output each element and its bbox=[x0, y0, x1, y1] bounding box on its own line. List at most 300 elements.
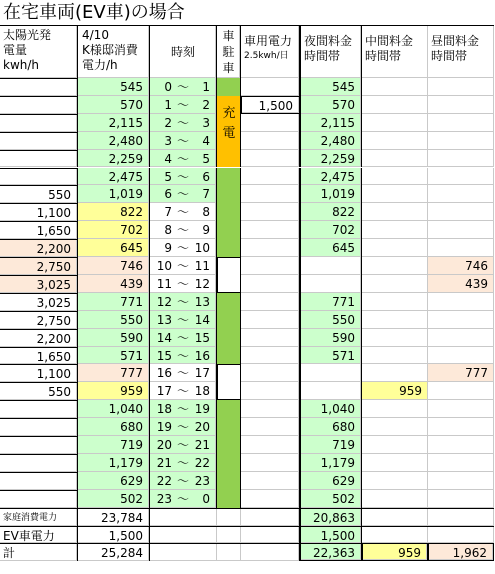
middle-cell[interactable] bbox=[362, 311, 428, 329]
middle-cell[interactable] bbox=[362, 203, 428, 221]
ev-cell[interactable] bbox=[241, 185, 300, 203]
parking-cell[interactable] bbox=[217, 382, 241, 400]
middle-cell[interactable] bbox=[362, 454, 428, 472]
day-cell[interactable] bbox=[428, 78, 494, 96]
header-line: 車 bbox=[222, 29, 235, 43]
time-tilde: ～ bbox=[177, 115, 190, 130]
time-from: 21 bbox=[156, 455, 172, 470]
time-cell[interactable] bbox=[150, 168, 217, 186]
consumption-cell[interactable]: 1,040 bbox=[77, 400, 150, 418]
day-cell[interactable] bbox=[428, 382, 494, 400]
ev-cell[interactable] bbox=[241, 418, 300, 436]
middle-cell[interactable] bbox=[362, 293, 428, 311]
time-cell[interactable] bbox=[150, 364, 217, 382]
ev-cell[interactable] bbox=[241, 382, 300, 400]
parking-cell[interactable] bbox=[217, 418, 241, 436]
header-day[interactable] bbox=[428, 25, 494, 78]
day-cell[interactable] bbox=[428, 114, 494, 132]
time-to: 16 bbox=[194, 348, 210, 363]
time-to: 9 bbox=[202, 223, 210, 238]
parking-cell[interactable] bbox=[217, 221, 241, 239]
time-tilde: ～ bbox=[177, 366, 190, 381]
time-from: 20 bbox=[156, 438, 172, 453]
night-cell[interactable] bbox=[300, 275, 362, 293]
consumption-cell[interactable]: 702 bbox=[77, 221, 150, 239]
day-cell[interactable] bbox=[428, 221, 494, 239]
charge-char: 充 bbox=[222, 105, 236, 121]
time-tilde: ～ bbox=[177, 348, 190, 363]
ev-cell[interactable] bbox=[241, 114, 300, 132]
time-cell[interactable] bbox=[150, 436, 217, 454]
middle-cell[interactable] bbox=[362, 78, 428, 96]
night-cell[interactable]: 702 bbox=[300, 221, 362, 239]
time-cell[interactable] bbox=[150, 185, 217, 203]
night-cell[interactable]: 771 bbox=[300, 293, 362, 311]
summary-day[interactable]: 1,962 bbox=[428, 543, 494, 561]
middle-cell[interactable] bbox=[362, 221, 428, 239]
ev-cell[interactable] bbox=[241, 472, 300, 490]
time-from: 19 bbox=[156, 420, 172, 435]
time-tilde: ～ bbox=[177, 223, 190, 238]
solar-cell[interactable]: 3,025 bbox=[0, 275, 77, 293]
day-cell[interactable]: 439 bbox=[428, 275, 494, 293]
header-line: kwh/h bbox=[3, 58, 40, 72]
time-from: 4 bbox=[164, 151, 172, 166]
summary-empty[interactable] bbox=[241, 526, 300, 544]
middle-cell[interactable] bbox=[362, 275, 428, 293]
time-tilde: ～ bbox=[177, 491, 190, 506]
summary-value[interactable]: 23,784 bbox=[77, 508, 150, 526]
ev-cell[interactable] bbox=[241, 293, 300, 311]
middle-cell[interactable] bbox=[362, 185, 428, 203]
summary-label[interactable]: EV車電力 bbox=[0, 526, 77, 544]
day-cell[interactable] bbox=[428, 472, 494, 490]
time-tilde: ～ bbox=[177, 187, 190, 202]
time-to: 22 bbox=[194, 455, 210, 470]
time-tilde: ～ bbox=[177, 384, 190, 399]
solar-cell[interactable] bbox=[0, 132, 77, 150]
time-from: 22 bbox=[156, 473, 172, 488]
day-cell[interactable] bbox=[428, 96, 494, 114]
time-cell[interactable] bbox=[150, 203, 217, 221]
day-cell[interactable]: 746 bbox=[428, 257, 494, 275]
day-cell[interactable] bbox=[428, 418, 494, 436]
time-to: 1 bbox=[202, 80, 210, 94]
solar-cell[interactable]: 1,650 bbox=[0, 347, 77, 365]
parking-cell[interactable] bbox=[217, 203, 241, 221]
solar-cell[interactable] bbox=[0, 168, 77, 186]
consumption-cell[interactable]: 545 bbox=[77, 78, 150, 96]
solar-cell[interactable] bbox=[0, 96, 77, 114]
night-cell[interactable]: 680 bbox=[300, 418, 362, 436]
time-to: 6 bbox=[202, 169, 210, 184]
time-tilde: ～ bbox=[177, 455, 190, 470]
solar-cell[interactable]: 550 bbox=[0, 185, 77, 203]
time-cell[interactable] bbox=[150, 400, 217, 418]
solar-cell[interactable] bbox=[0, 400, 77, 418]
time-to: 7 bbox=[202, 187, 210, 202]
parking-cell[interactable] bbox=[217, 364, 241, 382]
middle-cell[interactable] bbox=[362, 329, 428, 347]
consumption-cell[interactable]: 959 bbox=[77, 382, 150, 400]
solar-cell[interactable]: 2,750 bbox=[0, 311, 77, 329]
summary-empty[interactable] bbox=[150, 508, 217, 526]
time-tilde: ～ bbox=[177, 420, 190, 435]
ev-cell[interactable] bbox=[241, 347, 300, 365]
ev-cell[interactable] bbox=[241, 150, 300, 168]
ev-cell[interactable] bbox=[241, 221, 300, 239]
time-cell[interactable] bbox=[150, 454, 217, 472]
header-line: 電力/h bbox=[82, 58, 118, 72]
summary-label[interactable]: 計 bbox=[0, 543, 77, 561]
consumption-cell[interactable]: 629 bbox=[77, 472, 150, 490]
time-from: 23 bbox=[156, 491, 172, 506]
solar-cell[interactable] bbox=[0, 418, 77, 436]
header-parking[interactable] bbox=[217, 25, 241, 78]
parking-cell[interactable] bbox=[217, 490, 241, 508]
middle-cell[interactable] bbox=[362, 472, 428, 490]
summary-empty[interactable] bbox=[241, 508, 300, 526]
consumption-cell[interactable]: 571 bbox=[77, 347, 150, 365]
time-cell[interactable] bbox=[150, 382, 217, 400]
consumption-cell[interactable]: 822 bbox=[77, 203, 150, 221]
parking-cell[interactable] bbox=[217, 347, 241, 365]
middle-cell[interactable] bbox=[362, 490, 428, 508]
night-cell[interactable] bbox=[300, 364, 362, 382]
time-from: 5 bbox=[164, 169, 172, 184]
parking-cell[interactable] bbox=[217, 400, 241, 418]
night-cell[interactable]: 502 bbox=[300, 490, 362, 508]
middle-cell[interactable] bbox=[362, 418, 428, 436]
time-to: 17 bbox=[194, 366, 210, 381]
middle-cell[interactable] bbox=[362, 96, 428, 114]
time-from: 14 bbox=[156, 330, 172, 345]
summary-night[interactable]: 20,863 bbox=[300, 508, 362, 526]
parking-cell[interactable] bbox=[217, 257, 241, 275]
summary-value[interactable]: 25,284 bbox=[77, 543, 150, 561]
time-to: 21 bbox=[194, 438, 210, 453]
time-tilde: ～ bbox=[177, 438, 190, 453]
solar-cell[interactable]: 3,025 bbox=[0, 293, 77, 311]
day-cell[interactable] bbox=[428, 311, 494, 329]
night-cell[interactable]: 545 bbox=[300, 78, 362, 96]
summary-night[interactable]: 22,363 bbox=[300, 543, 362, 561]
time-to: 8 bbox=[202, 205, 210, 220]
ev-cell[interactable] bbox=[241, 329, 300, 347]
time-cell[interactable] bbox=[150, 490, 217, 508]
time-from: 2 bbox=[164, 115, 172, 130]
consumption-cell[interactable]: 719 bbox=[77, 436, 150, 454]
time-from: 10 bbox=[156, 259, 172, 274]
time-cell[interactable] bbox=[150, 275, 217, 293]
header-consumption[interactable] bbox=[77, 25, 150, 78]
solar-cell[interactable]: 1,650 bbox=[0, 221, 77, 239]
time-cell[interactable] bbox=[150, 96, 217, 114]
time-cell[interactable] bbox=[150, 132, 217, 150]
time-from: 0 bbox=[164, 80, 172, 94]
ev-cell[interactable] bbox=[241, 203, 300, 221]
consumption-cell[interactable]: 502 bbox=[77, 490, 150, 508]
solar-cell[interactable] bbox=[0, 490, 77, 508]
time-to: 3 bbox=[202, 115, 210, 130]
time-to: 4 bbox=[202, 133, 210, 148]
time-cell[interactable] bbox=[150, 239, 217, 257]
parking-cell[interactable] bbox=[217, 436, 241, 454]
solar-cell[interactable] bbox=[0, 78, 77, 96]
day-cell[interactable] bbox=[428, 132, 494, 150]
summary-empty[interactable] bbox=[150, 526, 217, 544]
middle-cell[interactable] bbox=[362, 364, 428, 382]
summary-label[interactable]: 家庭消費電力 bbox=[0, 508, 77, 526]
middle-cell[interactable] bbox=[362, 400, 428, 418]
time-cell[interactable] bbox=[150, 221, 217, 239]
parking-cell[interactable] bbox=[217, 78, 241, 96]
parking-cell[interactable] bbox=[217, 293, 241, 311]
summary-day[interactable] bbox=[428, 526, 494, 544]
parking-cell[interactable] bbox=[217, 311, 241, 329]
parking-cell[interactable] bbox=[217, 275, 241, 293]
time-to: 14 bbox=[194, 312, 210, 327]
night-cell[interactable]: 645 bbox=[300, 239, 362, 257]
charge-char: 電 bbox=[222, 125, 236, 141]
night-cell[interactable]: 2,480 bbox=[300, 132, 362, 150]
middle-cell[interactable] bbox=[362, 347, 428, 365]
consumption-cell[interactable]: 777 bbox=[77, 364, 150, 382]
ev-cell[interactable] bbox=[241, 239, 300, 257]
header-line: 車用電力 bbox=[244, 34, 293, 48]
header-line: K様邸消費 bbox=[82, 43, 138, 57]
header-line: 中間料金 bbox=[365, 34, 414, 48]
day-cell[interactable] bbox=[428, 400, 494, 418]
consumption-cell[interactable]: 2,475 bbox=[77, 168, 150, 186]
consumption-cell[interactable]: 2,115 bbox=[77, 114, 150, 132]
solar-cell[interactable]: 2,200 bbox=[0, 239, 77, 257]
middle-cell[interactable] bbox=[362, 436, 428, 454]
middle-cell[interactable] bbox=[362, 168, 428, 186]
time-from: 6 bbox=[164, 187, 172, 202]
summary-day[interactable] bbox=[428, 508, 494, 526]
time-from: 3 bbox=[164, 133, 172, 148]
parking-cell[interactable] bbox=[217, 329, 241, 347]
consumption-cell[interactable]: 771 bbox=[77, 293, 150, 311]
night-cell[interactable]: 719 bbox=[300, 436, 362, 454]
header-line: 時間帯 bbox=[304, 49, 341, 63]
time-to: 5 bbox=[202, 151, 210, 166]
ev-cell[interactable] bbox=[241, 311, 300, 329]
time-to: 0 bbox=[202, 491, 210, 506]
ev-cell[interactable] bbox=[241, 490, 300, 508]
parking-cell[interactable] bbox=[217, 185, 241, 203]
night-cell[interactable]: 571 bbox=[300, 347, 362, 365]
summary-middle[interactable] bbox=[362, 508, 428, 526]
summary-empty[interactable] bbox=[150, 543, 217, 561]
middle-cell[interactable] bbox=[362, 150, 428, 168]
header-line: 太陽光発 bbox=[3, 28, 52, 42]
summary-middle[interactable]: 959 bbox=[362, 543, 428, 561]
time-to: 23 bbox=[194, 473, 210, 488]
ev-cell[interactable] bbox=[241, 78, 300, 96]
consumption-cell[interactable]: 645 bbox=[77, 239, 150, 257]
solar-cell[interactable] bbox=[0, 114, 77, 132]
time-tilde: ～ bbox=[177, 80, 190, 94]
time-from: 8 bbox=[164, 223, 172, 238]
time-to: 13 bbox=[194, 294, 210, 309]
solar-cell[interactable]: 2,750 bbox=[0, 257, 77, 275]
parking-cell[interactable] bbox=[217, 239, 241, 257]
time-from: 11 bbox=[156, 276, 172, 291]
ev-cell[interactable] bbox=[241, 275, 300, 293]
night-cell[interactable]: 590 bbox=[300, 329, 362, 347]
consumption-cell[interactable]: 2,480 bbox=[77, 132, 150, 150]
solar-cell[interactable]: 1,100 bbox=[0, 203, 77, 221]
parking-cell[interactable] bbox=[217, 454, 241, 472]
day-cell[interactable] bbox=[428, 185, 494, 203]
time-to: 11 bbox=[194, 259, 210, 274]
time-cell[interactable] bbox=[150, 293, 217, 311]
day-cell[interactable] bbox=[428, 436, 494, 454]
day-cell[interactable] bbox=[428, 203, 494, 221]
ev-cell[interactable] bbox=[241, 168, 300, 186]
time-tilde: ～ bbox=[177, 402, 190, 417]
header-time[interactable]: 時刻 bbox=[150, 25, 217, 78]
ev-cell[interactable] bbox=[241, 364, 300, 382]
summary-empty[interactable] bbox=[241, 543, 300, 561]
sheet-title: 在宅車両(EV車)の場合 bbox=[3, 2, 185, 23]
ev-cell[interactable] bbox=[241, 257, 300, 275]
consumption-cell[interactable]: 439 bbox=[77, 275, 150, 293]
parking-cell[interactable] bbox=[217, 472, 241, 490]
summary-empty[interactable] bbox=[217, 526, 241, 544]
time-to: 19 bbox=[194, 402, 210, 417]
day-cell[interactable] bbox=[428, 293, 494, 311]
consumption-cell[interactable]: 590 bbox=[77, 329, 150, 347]
ev-cell[interactable] bbox=[241, 400, 300, 418]
time-cell[interactable] bbox=[150, 257, 217, 275]
night-cell[interactable]: 1,040 bbox=[300, 400, 362, 418]
time-tilde: ～ bbox=[177, 330, 190, 345]
time-cell[interactable] bbox=[150, 78, 217, 96]
night-cell[interactable] bbox=[300, 257, 362, 275]
middle-cell[interactable] bbox=[362, 239, 428, 257]
ev-cell[interactable] bbox=[241, 436, 300, 454]
night-cell[interactable] bbox=[300, 382, 362, 400]
consumption-cell[interactable]: 550 bbox=[77, 311, 150, 329]
night-cell[interactable]: 2,475 bbox=[300, 168, 362, 186]
ev-cell[interactable] bbox=[241, 132, 300, 150]
consumption-cell[interactable]: 2,259 bbox=[77, 150, 150, 168]
time-cell[interactable] bbox=[150, 347, 217, 365]
time-to: 2 bbox=[202, 97, 210, 112]
time-cell[interactable] bbox=[150, 150, 217, 168]
day-cell[interactable] bbox=[428, 150, 494, 168]
middle-cell[interactable]: 959 bbox=[362, 382, 428, 400]
summary-night[interactable]: 1,500 bbox=[300, 526, 362, 544]
day-cell[interactable]: 777 bbox=[428, 364, 494, 382]
time-from: 17 bbox=[156, 384, 172, 399]
time-tilde: ～ bbox=[177, 97, 190, 112]
middle-cell[interactable] bbox=[362, 257, 428, 275]
summary-middle[interactable] bbox=[362, 526, 428, 544]
time-cell[interactable] bbox=[150, 329, 217, 347]
time-tilde: ～ bbox=[177, 169, 190, 184]
solar-cell[interactable] bbox=[0, 150, 77, 168]
time-tilde: ～ bbox=[177, 312, 190, 327]
time-tilde: ～ bbox=[177, 241, 190, 256]
consumption-cell[interactable]: 680 bbox=[77, 418, 150, 436]
header-line: 2.5kwh/日 bbox=[244, 51, 289, 61]
day-cell[interactable] bbox=[428, 239, 494, 257]
day-cell[interactable] bbox=[428, 168, 494, 186]
time-cell[interactable] bbox=[150, 114, 217, 132]
header-line: 時間帯 bbox=[431, 49, 468, 63]
header-line: 時間帯 bbox=[365, 49, 402, 63]
ev-cell[interactable] bbox=[241, 454, 300, 472]
night-cell[interactable]: 1,019 bbox=[300, 185, 362, 203]
consumption-cell[interactable]: 1,019 bbox=[77, 185, 150, 203]
time-from: 15 bbox=[156, 348, 172, 363]
solar-cell[interactable] bbox=[0, 436, 77, 454]
night-cell[interactable]: 550 bbox=[300, 311, 362, 329]
night-cell[interactable]: 1,179 bbox=[300, 454, 362, 472]
time-tilde: ～ bbox=[177, 259, 190, 274]
solar-cell[interactable] bbox=[0, 472, 77, 490]
solar-cell[interactable]: 2,200 bbox=[0, 329, 77, 347]
day-cell[interactable] bbox=[428, 329, 494, 347]
summary-value[interactable]: 1,500 bbox=[77, 526, 150, 544]
time-tilde: ～ bbox=[177, 473, 190, 488]
night-cell[interactable]: 2,115 bbox=[300, 114, 362, 132]
time-to: 15 bbox=[194, 330, 210, 345]
time-to: 10 bbox=[194, 241, 210, 256]
time-from: 12 bbox=[156, 294, 172, 309]
time-to: 18 bbox=[194, 384, 210, 399]
header-solar[interactable] bbox=[0, 25, 77, 78]
time-cell[interactable] bbox=[150, 311, 217, 329]
solar-cell[interactable]: 1,100 bbox=[0, 364, 77, 382]
middle-cell[interactable] bbox=[362, 114, 428, 132]
time-cell[interactable] bbox=[150, 418, 217, 436]
time-tilde: ～ bbox=[177, 276, 190, 291]
night-cell[interactable]: 570 bbox=[300, 96, 362, 114]
summary-empty[interactable] bbox=[217, 543, 241, 561]
ev-cell[interactable]: 1,500 bbox=[241, 96, 300, 114]
day-cell[interactable] bbox=[428, 454, 494, 472]
day-cell[interactable] bbox=[428, 490, 494, 508]
time-cell[interactable] bbox=[150, 472, 217, 490]
solar-cell[interactable] bbox=[0, 454, 77, 472]
time-tilde: ～ bbox=[177, 294, 190, 309]
header-line: 夜間料金 bbox=[304, 34, 353, 48]
header-line: 車 bbox=[222, 61, 235, 75]
solar-cell[interactable]: 550 bbox=[0, 382, 77, 400]
header-night[interactable] bbox=[300, 25, 362, 78]
time-from: 13 bbox=[156, 312, 172, 327]
consumption-cell[interactable]: 1,179 bbox=[77, 454, 150, 472]
middle-cell[interactable] bbox=[362, 132, 428, 150]
consumption-cell[interactable]: 570 bbox=[77, 96, 150, 114]
night-cell[interactable]: 2,259 bbox=[300, 150, 362, 168]
parking-cell[interactable] bbox=[217, 168, 241, 186]
header-middle[interactable] bbox=[362, 25, 428, 78]
header-line: 電量 bbox=[3, 43, 28, 57]
day-cell[interactable] bbox=[428, 347, 494, 365]
night-cell[interactable]: 629 bbox=[300, 472, 362, 490]
time-tilde: ～ bbox=[177, 133, 190, 148]
header-ev[interactable] bbox=[241, 25, 300, 78]
night-cell[interactable]: 822 bbox=[300, 203, 362, 221]
consumption-cell[interactable]: 746 bbox=[77, 257, 150, 275]
summary-empty[interactable] bbox=[217, 508, 241, 526]
